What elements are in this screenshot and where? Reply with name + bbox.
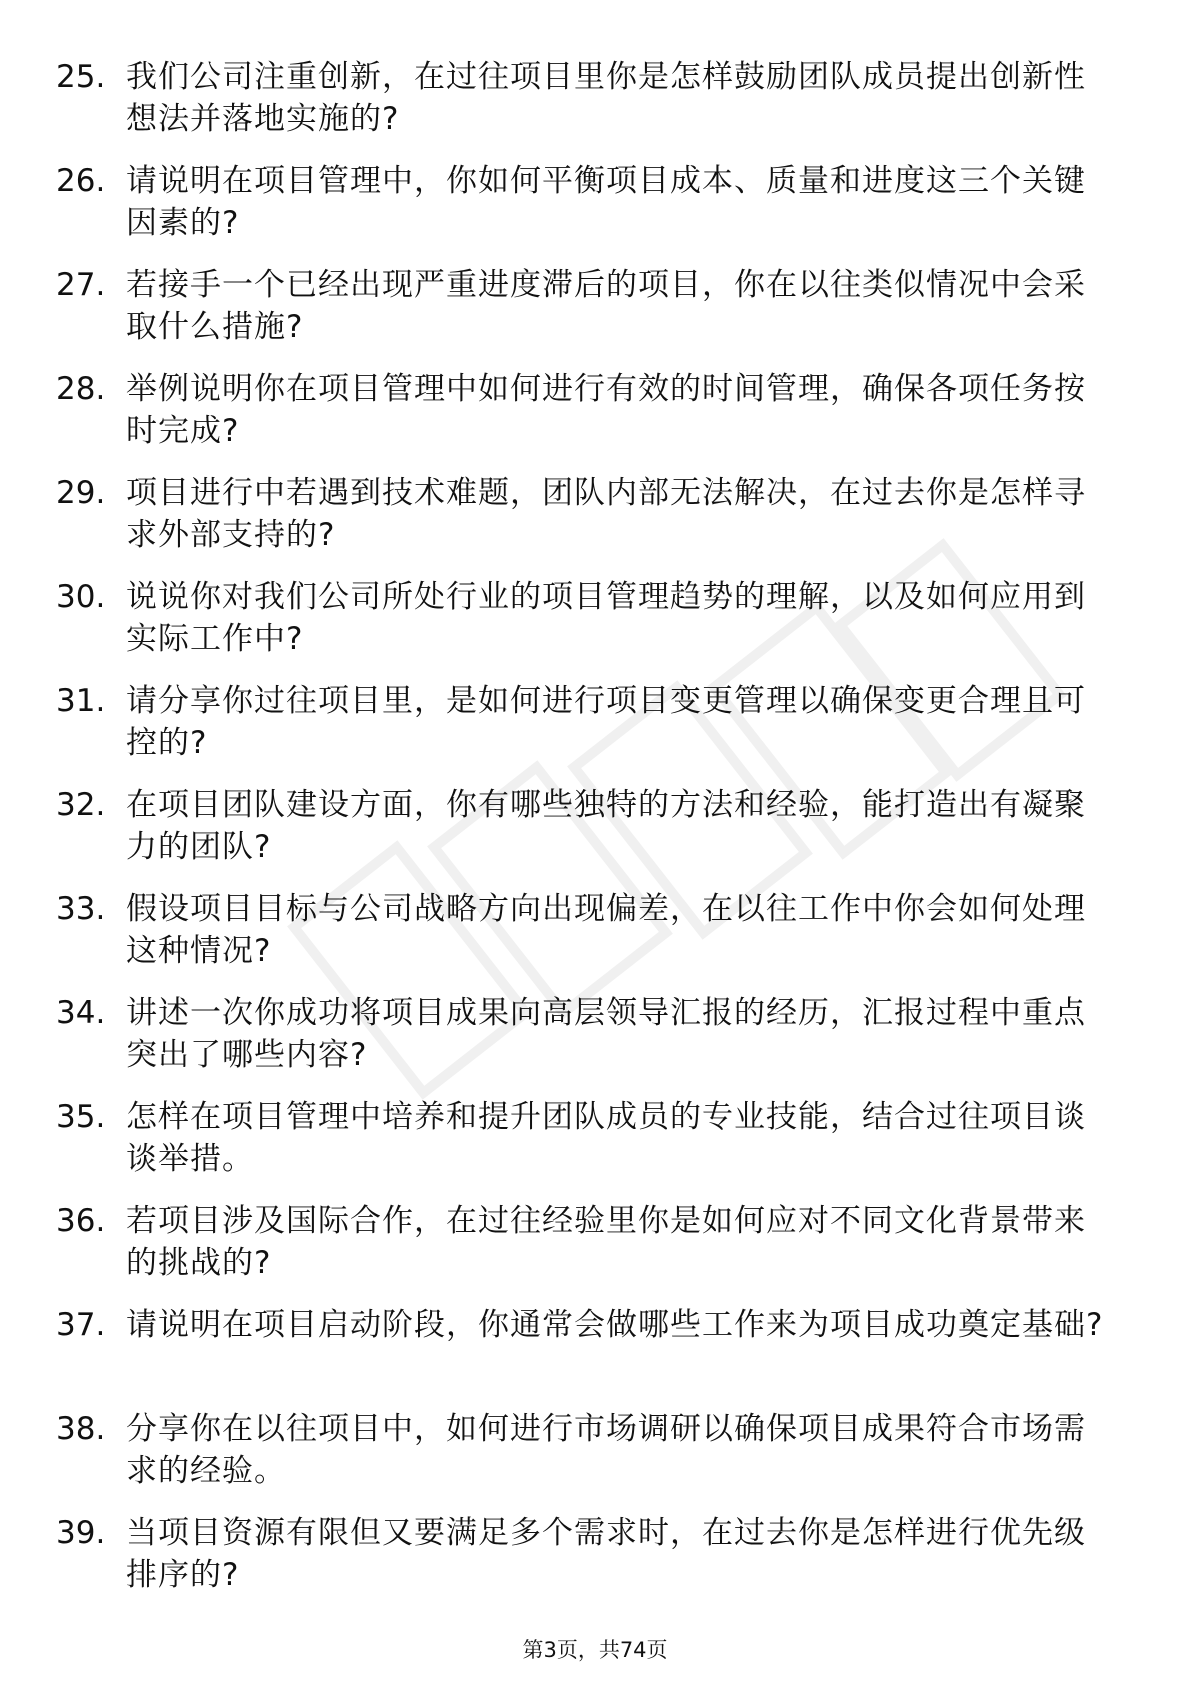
question-number: 32. — [56, 787, 106, 823]
question-item — [0, 368, 1190, 472]
question-number: 30. — [56, 579, 106, 615]
question-number: 37. — [56, 1307, 106, 1343]
question-item — [0, 472, 1190, 576]
question-text: 当项目资源有限但又要满足多个需求时，在过去你是怎样进行优先级排序的? — [126, 1515, 1086, 1593]
question-number: 26. — [56, 163, 106, 199]
question-text: 若项目涉及国际合作，在过往经验里你是如何应对不同文化背景带来的挑战的? — [126, 1203, 1086, 1281]
question-list — [0, 56, 1190, 1616]
question-number: 35. — [56, 1099, 106, 1135]
question-number: 39. — [56, 1515, 106, 1551]
question-text: 若接手一个已经出现严重进度滞后的项目，你在以往类似情况中会采取什么措施? — [126, 267, 1086, 345]
question-item — [0, 1408, 1190, 1512]
question-item — [0, 1304, 1190, 1408]
question-text: 假设项目目标与公司战略方向出现偏差，在以往工作中你会如何处理这种情况? — [126, 891, 1086, 969]
question-text: 请分享你过往项目里，是如何进行项目变更管理以确保变更合理且可控的? — [126, 683, 1086, 761]
question-item — [0, 784, 1190, 888]
question-number: 29. — [56, 475, 106, 511]
question-text: 项目进行中若遇到技术难题，团队内部无法解决，在过去你是怎样寻求外部支持的? — [126, 475, 1086, 553]
page-number-footer: 第3页，共74页 — [522, 1638, 668, 1662]
question-item — [0, 264, 1190, 368]
question-item — [0, 160, 1190, 264]
question-number: 28. — [56, 371, 106, 407]
question-number: 36. — [56, 1203, 106, 1239]
question-text: 请说明在项目管理中，你如何平衡项目成本、质量和进度这三个关键因素的? — [126, 163, 1086, 241]
question-text: 在项目团队建设方面，你有哪些独特的方法和经验，能打造出有凝聚力的团队? — [126, 787, 1086, 865]
question-text: 举例说明你在项目管理中如何进行有效的时间管理，确保各项任务按时完成? — [126, 371, 1086, 449]
question-item — [0, 888, 1190, 992]
question-text: 分享你在以往项目中，如何进行市场调研以确保项目成果符合市场需求的经验。 — [126, 1411, 1086, 1489]
question-item — [0, 576, 1190, 680]
question-number: 38. — [56, 1411, 106, 1447]
question-number: 25. — [56, 59, 106, 95]
question-text: 说说你对我们公司所处行业的项目管理趋势的理解，以及如何应用到实际工作中? — [126, 579, 1086, 657]
question-item — [0, 680, 1190, 784]
question-item — [0, 1096, 1190, 1200]
question-item — [0, 1512, 1190, 1616]
question-text: 讲述一次你成功将项目成果向高层领导汇报的经历，汇报过程中重点突出了哪些内容? — [126, 995, 1086, 1073]
question-text: 请说明在项目启动阶段，你通常会做哪些工作来为项目成功奠定基础? — [126, 1307, 1104, 1343]
question-item — [0, 992, 1190, 1096]
question-item — [0, 56, 1190, 160]
question-number: 27. — [56, 267, 106, 303]
question-text: 怎样在项目管理中培养和提升团队成员的专业技能，结合过往项目谈谈举措。 — [126, 1099, 1086, 1177]
question-item — [0, 1200, 1190, 1304]
question-number: 33. — [56, 891, 106, 927]
question-number: 34. — [56, 995, 106, 1031]
question-text: 我们公司注重创新，在过往项目里你是怎样鼓励团队成员提出创新性想法并落地实施的? — [126, 59, 1086, 137]
question-number: 31. — [56, 683, 106, 719]
